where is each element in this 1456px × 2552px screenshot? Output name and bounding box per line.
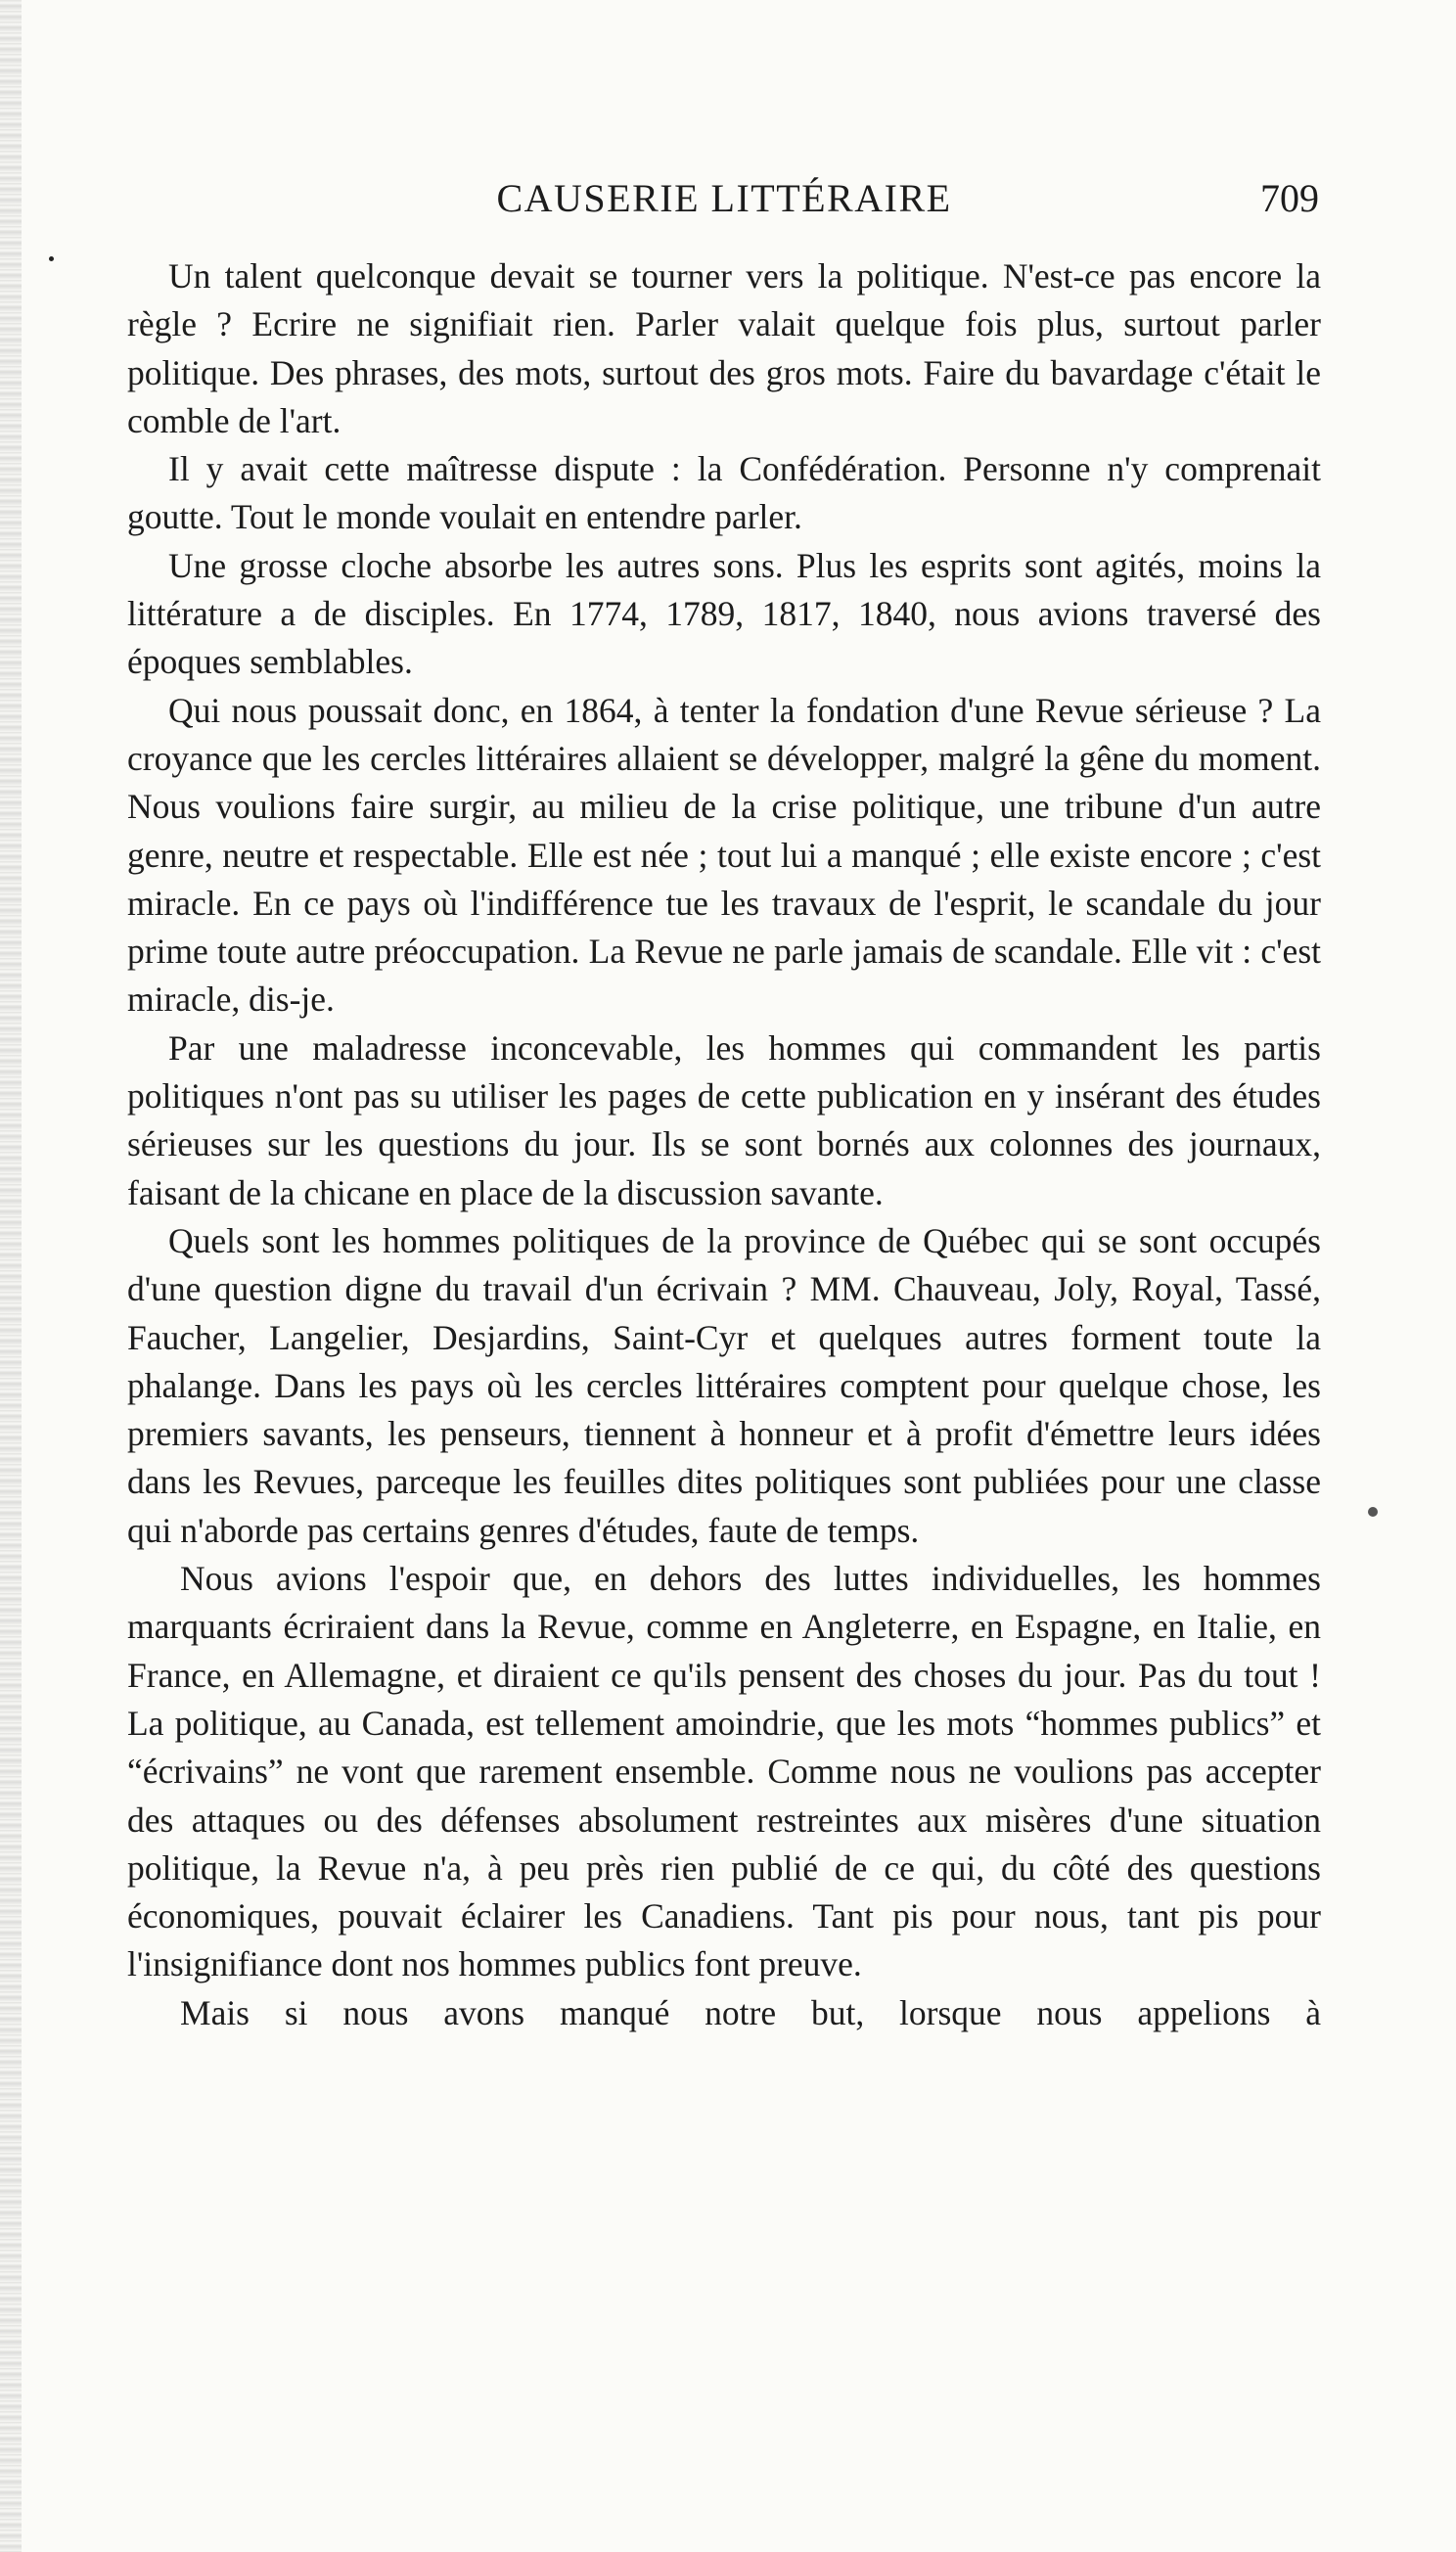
- paragraph-continued: Mais si nous avons manqué notre but, lorsque nous appelions à: [180, 1992, 1321, 2032]
- paragraph: Une grosse cloche absorbe les autres sons. Plus les esprits sont agités, moins la littérature a de disciples. En 1774, 1789, 1817, 1840, nous avions traversé des époques semblables.: [127, 545, 1321, 682]
- paragraph: Par une maladresse inconcevable, les hommes qui commandent les partis politiques n'ont pas su utiliser les pages de cette publication en y insérant des études sérieuses sur les questions du jour. Ils se sont bornés aux colonnes des journaux, faisant de la chicane en place de la discussion savante.: [127, 1027, 1321, 1212]
- scan-page-edge: [0, 0, 22, 2552]
- ink-speck: [1368, 1507, 1378, 1517]
- paragraph: Quels sont les hommes politiques de la province de Québec qui se sont occupés d'une question digne du travail d'un écrivain ? MM. Chauveau, Joly, Royal, Tassé, Faucher, Langelier, Desjardins, Saint-Cyr et quelques autres forment toute la phalange. Dans les pays où les cercles littéraires comptent pour quelque chose, les premiers savants, les penseurs, tiennent à honneur et à profit d'émettre leurs idées dans les Revues, parceque les feuilles dites politiques sont publiées pour une classe qui n'aborde pas certains genres d'études, faute de temps.: [127, 1220, 1321, 1550]
- page-number: 709: [1260, 176, 1319, 220]
- ink-speck: [49, 256, 54, 261]
- body-text: [127, 252, 1321, 2037]
- paragraph: Qui nous poussait donc, en 1864, à tenter la fondation d'une Revue sérieuse ? La croyance que les cercles littéraires allaient se développer, malgré la gêne du moment. Nous voulions faire surgir, au milieu de la crise politique, une tribune d'un autre genre, neutre et respectable. Elle est née ; tout lui a manqué ; elle existe encore ; c'est miracle. En ce pays où l'indifférence tue les travaux de l'esprit, le scandale du jour prime toute autre préoccupation. La Revue ne parle jamais de scandale. Elle vit : c'est miracle, dis-je.: [127, 690, 1321, 1020]
- paragraph: Un talent quelconque devait se tourner vers la politique. N'est-ce pas encore la règle ? Ecrire ne signifiait rien. Parler valait quelque fois plus, surtout parler politique. Des phrases, des mots, surtout des gros mots. Faire du bavardage c'était le comble de l'art.: [127, 256, 1321, 440]
- running-head: [127, 174, 1321, 223]
- paragraph: Nous avions l'espoir que, en dehors des luttes individuelles, les hommes marquants écriraient dans la Revue, comme en Angleterre, en Espagne, en Italie, en France, en Allemagne, et diraient ce qu'ils pensent des choses du jour. Pas du tout ! La politique, au Canada, est tellement amoindrie, que les mots “hommes publics” et “écrivains” ne vont que rarement ensemble. Comme nous ne voulions pas accepter des attaques ou des défenses absolument restreintes aux misères d'une situation politique, la Revue n'a, à peu près rien publié de ce qui, du côté des questions économiques, pouvait éclairer les Canadiens. Tant pis pour nous, tant pis pour l'insignifiance dont nos hommes publics font preuve.: [127, 1559, 1321, 1984]
- running-title: CAUSERIE LITTÉRAIRE: [496, 176, 952, 220]
- paragraph: Il y avait cette maîtresse dispute : la Confédération. Personne n'y comprenait goutte. Tout le monde voulait en entendre parler.: [127, 449, 1321, 537]
